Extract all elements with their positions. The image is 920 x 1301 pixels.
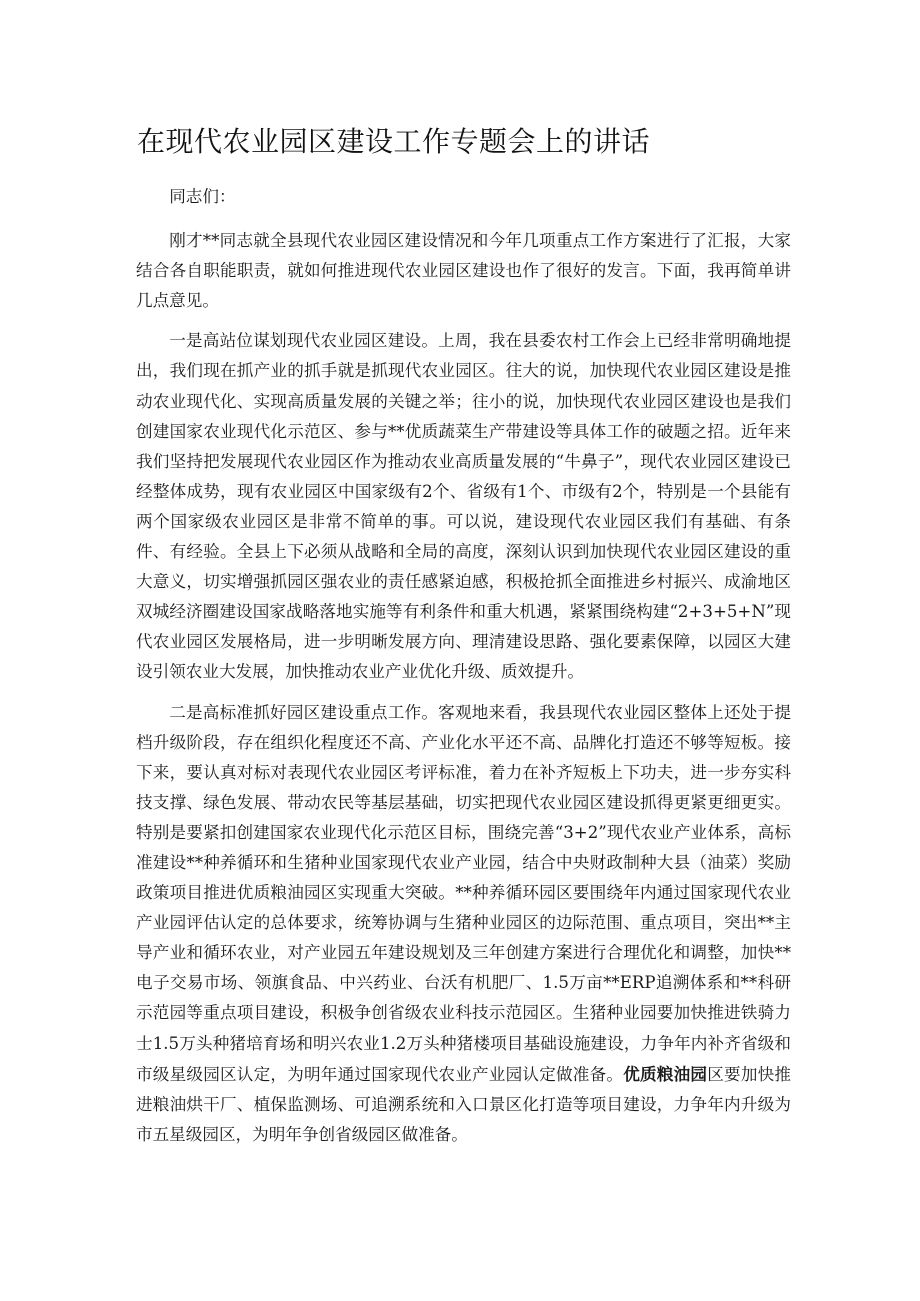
document-body [136,182,791,1160]
greeting: 同志们： [169,187,236,206]
paragraph-intro: 刚才**同志就全县现代农业园区建设情况和今年几项重点工作方案进行了汇报，大家结合各自职能职责，就如何推进现代农业园区建设也作了很好的发言。下面，我再简单讲几点意见。 [136,231,791,311]
paragraph-point-two-text: 二是高标准抓好园区建设重点工作。客观地来看，我县现代农业园区整体上还处于提档升级阶段，存在组织化程度还不高、产业化水平还不高、品牌化打造还不够等短板。接下来，要认真对标对表现代农业园区考评标准，着力在补齐短板上下功夫，进一步夯实科技支撑、绿色发展、带动农民等基层基础，切实把现代农业园区建设抓得更紧更细更实。特别是要紧扣创建国家农业现代化示范区目标，围绕完善“3+2”现代农业产业体系，高标准建设**种养循环和生猪种业国家现代农业产业园，结合中央财政制种大县（油菜）奖励政策项目推进优质粮油园区实现重大突破。**种养循环园区要围绕年内通过国家现代农业产业园评估认定的总体要求，统筹协调与生猪种业园区的边际范围、重点项目，突出**主导产业和循环农业，对产业园五年建设规划及三年创建方案进行合理优化和调整，加快**电子交易市场、领旗食品、中兴药业、台沃有机肥厂、1.5万亩**ERP追溯体系和**科研示范园等重点项目建设，积极争创省级农业科技示范园区。生猪种业园要加快推进铁骑力士1.5万头种猪培育场和明兴农业1.2万头种猪楼项目基础设施建设，力争年内补齐省级和市级星级园区认定，为明年通过国家现代农业产业园认定做准备。 [136,702,791,1084]
paragraph-point-two [136,698,791,1150]
bold-highlight: 优质粮油园 [623,1063,708,1084]
paragraph-point-one: 一是高站位谋划现代农业园区建设。上周，我在县委农村工作会上已经非常明确地提出，我们现在抓产业的抓手就是抓现代农业园区。往大的说，加快现代农业园区建设是推动农业现代化、实现高质量发展的关键之举；往小的说，加快现代农业园区建设也是我们创建国家农业现代化示范区、参与**优质蔬菜生产带建设等具体工作的破题之招。近年来我们坚持把发展现代农业园区作为推动农业高质量发展的“牛鼻子”，现代农业园区建设已经整体成势，现有农业园区中国家级有2个、省级有1个、市级有2个，特别是一个县能有两个国家级农业园区是非常不简单的事。可以说，建设现代农业园区我们有基础、有条件、有经验。全县上下必须从战略和全局的高度，深刻认识到加快现代农业园区建设的重大意义，切实增强抓园区强农业的责任感紧迫感，积极抢抓全面推进乡村振兴、成渝地区双城经济圈建设国家战略落地实施等有利条件和重大机遇，紧紧围绕构建“2+3+5+N”现代农业园区发展格局，进一步明晰发展方向、理清建设思路、强化要素保障，以园区大建设引领农业大发展，加快推动农业产业优化升级、质效提升。 [136,331,791,682]
document-title: 在现代农业园区建设工作专题会上的讲话 [137,125,651,158]
paragraph-point-two-tail: 区要加快推进粮油烘干厂、植保监测场、可追溯系统和入口景区化打造等项目建设，力争年内升级为市五星级园区，为明年争创省级园区做准备。 [136,1064,792,1144]
